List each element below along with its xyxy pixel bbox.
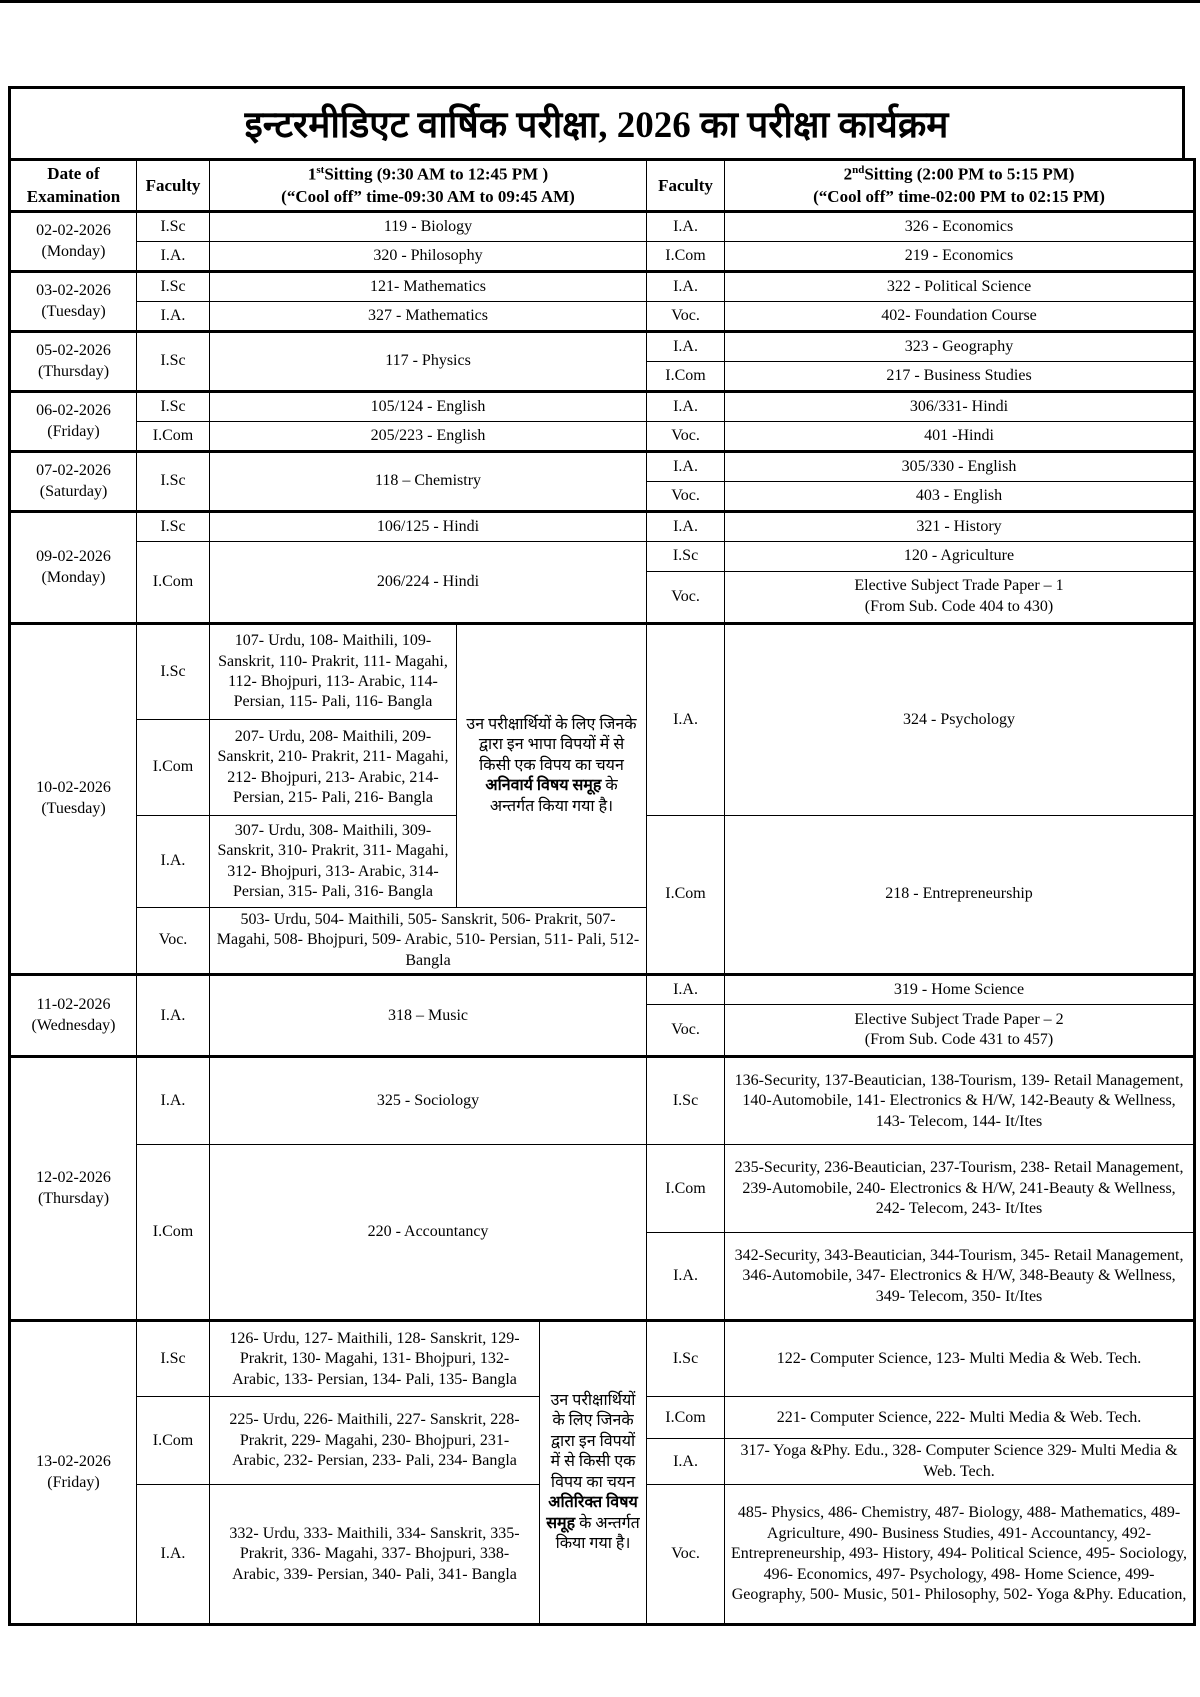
faculty-cell: I.A. bbox=[647, 975, 725, 1005]
subject-cell: 119 - Biology bbox=[210, 212, 647, 242]
table-row bbox=[10, 975, 1195, 1005]
subject-cell: 225- Urdu, 226- Maithili, 227- Sanskrit, 228- Prakrit, 229- Magahi, 230- Bhojpuri, 231- Arabic, 232- Persian, 233- Pali, 234- Bangla bbox=[210, 1397, 540, 1485]
header-row bbox=[10, 160, 1195, 212]
faculty-cell: I.Com bbox=[137, 542, 210, 624]
table-row bbox=[10, 302, 1195, 332]
faculty-cell: Voc. bbox=[647, 572, 725, 624]
table-row bbox=[10, 624, 1195, 720]
subject-cell: 218 - Entrepreneurship bbox=[725, 816, 1195, 975]
subject-cell: 342-Security, 343-Beautician, 344-Tourism, 345- Retail Management, 346-Automobile, 347- Electronics & H/W, 348-Beauty & Wellness, 349- Telecom, 350- It/Ites bbox=[725, 1233, 1195, 1321]
subject-cell: 207- Urdu, 208- Maithili, 209- Sanskrit, 210- Prakrit, 211- Magahi, 212- Bhojpuri, 213- Arabic, 214- Persian, 215- Pali, 216- Bangla bbox=[210, 720, 457, 816]
table-row bbox=[10, 1057, 1195, 1145]
subject-cell: 136-Security, 137-Beautician, 138-Tourism, 139- Retail Management, 140-Automobile, 141- Electronics & H/W, 142-Beauty & Wellness, 143- Telecom, 144- It/Ites bbox=[725, 1057, 1195, 1145]
subject-cell: 321 - History bbox=[725, 512, 1195, 542]
faculty-cell: Voc. bbox=[647, 302, 725, 332]
faculty-cell: I.A. bbox=[647, 392, 725, 422]
subject-cell: Elective Subject Trade Paper – 1 (From Sub. Code 404 to 430) bbox=[725, 572, 1195, 624]
subject-cell: 403 - English bbox=[725, 482, 1195, 512]
faculty-cell: I.A. bbox=[137, 1057, 210, 1145]
date-cell: 03-02-2026 (Tuesday) bbox=[10, 272, 137, 332]
subject-cell: 117 - Physics bbox=[210, 332, 647, 392]
subject-cell: 235-Security, 236-Beautician, 237-Tourism, 238- Retail Management, 239-Automobile, 240- Electronics & H/W, 241-Beauty & Wellness, 242- Telecom, 243- It/Ites bbox=[725, 1145, 1195, 1233]
table-row bbox=[10, 542, 1195, 572]
subject-cell: 126- Urdu, 127- Maithili, 128- Sanskrit, 129- Prakrit, 130- Magahi, 131- Bhojpuri, 132- Arabic, 133- Persian, 134- Pali, 135- Bangla bbox=[210, 1321, 540, 1397]
date-cell: 02-02-2026 (Monday) bbox=[10, 212, 137, 272]
page-title-text: इन्टरमीडिएट वार्षिक परीक्षा, 2026 का परीक्षा कार्यक्रम bbox=[244, 105, 949, 146]
subject-cell: 324 - Psychology bbox=[725, 624, 1195, 816]
note-compulsory-group: उन परीक्षार्थियों के लिए जिनके द्वारा इन भापा विपयों में से किसी एक विपय का चयन अनिवार्य विषय समूह के अन्तर्गत किया गया है। bbox=[457, 624, 647, 908]
faculty-cell: I.A. bbox=[647, 272, 725, 302]
faculty-cell: I.Sc bbox=[137, 272, 210, 302]
header-date: Date of Examination bbox=[10, 160, 137, 212]
subject-cell: 120 - Agriculture bbox=[725, 542, 1195, 572]
faculty-cell: I.A. bbox=[647, 452, 725, 482]
subject-cell: 307- Urdu, 308- Maithili, 309- Sanskrit, 310- Prakrit, 311- Magahi, 312- Bhojpuri, 313- Arabic, 314- Persian, 315- Pali, 316- Bangla bbox=[210, 816, 457, 908]
note-additional-group: उन परीक्षार्थियों के लिए जिनके द्वारा इन विपयों में से किसी एक विपय का चयन अतिरिक्त विषय समूह के अन्तर्गत किया गया है। bbox=[540, 1321, 647, 1625]
date-cell: 13-02-2026 (Friday) bbox=[10, 1321, 137, 1625]
subject-cell: 319 - Home Science bbox=[725, 975, 1195, 1005]
faculty-cell: I.Sc bbox=[647, 1057, 725, 1145]
subject-cell: Elective Subject Trade Paper – 2 (From Sub. Code 431 to 457) bbox=[725, 1005, 1195, 1057]
table-row bbox=[10, 452, 1195, 482]
faculty-cell: I.Com bbox=[137, 1145, 210, 1321]
subject-cell: 401 -Hindi bbox=[725, 422, 1195, 452]
date-cell: 10-02-2026 (Tuesday) bbox=[10, 624, 137, 975]
faculty-cell: I.Com bbox=[137, 1397, 210, 1485]
subject-cell: 332- Urdu, 333- Maithili, 334- Sanskrit, 335- Prakrit, 336- Magahi, 337- Bhojpuri, 338- Arabic, 339- Persian, 340- Pali, 341- Bangla bbox=[210, 1485, 540, 1625]
faculty-cell: I.Com bbox=[647, 242, 725, 272]
faculty-cell: I.A. bbox=[647, 624, 725, 816]
subject-cell: 326 - Economics bbox=[725, 212, 1195, 242]
faculty-cell: I.A. bbox=[647, 1233, 725, 1321]
header-faculty-1: Faculty bbox=[137, 160, 210, 212]
faculty-cell: I.A. bbox=[137, 242, 210, 272]
faculty-cell: I.Sc bbox=[647, 1321, 725, 1397]
faculty-cell: I.Com bbox=[647, 1397, 725, 1439]
date-cell: 12-02-2026 (Thursday) bbox=[10, 1057, 137, 1321]
exam-schedule-table bbox=[8, 158, 1196, 1626]
faculty-cell: I.A. bbox=[137, 302, 210, 332]
faculty-cell: I.Sc bbox=[137, 512, 210, 542]
faculty-cell: I.Sc bbox=[137, 1321, 210, 1397]
subject-cell: 221- Computer Science, 222- Multi Media & Web. Tech. bbox=[725, 1397, 1195, 1439]
subject-cell: 323 - Geography bbox=[725, 332, 1195, 362]
subject-cell: 317- Yoga &Phy. Edu., 328- Computer Science 329- Multi Media & Web. Tech. bbox=[725, 1439, 1195, 1485]
subject-cell: 205/223 - English bbox=[210, 422, 647, 452]
table-row bbox=[10, 1145, 1195, 1233]
faculty-cell: I.A. bbox=[647, 332, 725, 362]
subject-cell: 106/125 - Hindi bbox=[210, 512, 647, 542]
subject-cell: 206/224 - Hindi bbox=[210, 542, 647, 624]
faculty-cell: Voc. bbox=[647, 1485, 725, 1625]
subject-cell: 305/330 - English bbox=[725, 452, 1195, 482]
faculty-cell: I.A. bbox=[647, 512, 725, 542]
table-row bbox=[10, 332, 1195, 362]
faculty-cell: I.A. bbox=[137, 975, 210, 1057]
subject-cell: 122- Computer Science, 123- Multi Media & Web. Tech. bbox=[725, 1321, 1195, 1397]
faculty-cell: I.A. bbox=[647, 212, 725, 242]
faculty-cell: Voc. bbox=[647, 1005, 725, 1057]
date-cell: 09-02-2026 (Monday) bbox=[10, 512, 137, 624]
faculty-cell: I.Sc bbox=[137, 624, 210, 720]
faculty-cell: I.A. bbox=[137, 1485, 210, 1625]
subject-cell: 118 – Chemistry bbox=[210, 452, 647, 512]
table-row bbox=[10, 422, 1195, 452]
header-faculty-2: Faculty bbox=[647, 160, 725, 212]
date-cell: 05-02-2026 (Thursday) bbox=[10, 332, 137, 392]
subject-cell: 327 - Mathematics bbox=[210, 302, 647, 332]
subject-cell: 325 - Sociology bbox=[210, 1057, 647, 1145]
table-row bbox=[10, 212, 1195, 242]
subject-cell: 485- Physics, 486- Chemistry, 487- Biology, 488- Mathematics, 489- Agriculture, 490- Business Studies, 491- Accountancy, 492- Entrepreneurship, 493- History, 494- Political Science, 495- Sociology, 496- Economics, 497- Psychology, 498- Home Science, 499- Geography, 500- Music, 501- Philosophy, 502- Yoga &Phy. Education, bbox=[725, 1485, 1195, 1625]
subject-cell: 220 - Accountancy bbox=[210, 1145, 647, 1321]
faculty-cell: I.Com bbox=[137, 720, 210, 816]
faculty-cell: I.Com bbox=[647, 362, 725, 392]
subject-cell: 217 - Business Studies bbox=[725, 362, 1195, 392]
table-row bbox=[10, 272, 1195, 302]
header-sitting-1: 1stSitting (9:30 AM to 12:45 PM ) (“Cool off” time-09:30 AM to 09:45 AM) bbox=[210, 160, 647, 212]
faculty-cell: I.Sc bbox=[647, 542, 725, 572]
subject-cell: 107- Urdu, 108- Maithili, 109- Sanskrit, 110- Prakrit, 111- Magahi, 112- Bhojpuri, 113- Arabic, 114- Persian, 115- Pali, 116- Bangla bbox=[210, 624, 457, 720]
table-row bbox=[10, 1321, 1195, 1397]
header-sitting-2: 2ndSitting (2:00 PM to 5:15 PM) (“Cool off” time-02:00 PM to 02:15 PM) bbox=[725, 160, 1195, 212]
subject-cell: 306/331- Hindi bbox=[725, 392, 1195, 422]
subject-cell: 318 – Music bbox=[210, 975, 647, 1057]
table-row bbox=[10, 392, 1195, 422]
faculty-cell: I.Sc bbox=[137, 212, 210, 242]
faculty-cell: Voc. bbox=[647, 422, 725, 452]
subject-cell: 322 - Political Science bbox=[725, 272, 1195, 302]
date-cell: 07-02-2026 (Saturday) bbox=[10, 452, 137, 512]
date-cell: 06-02-2026 (Friday) bbox=[10, 392, 137, 452]
subject-cell: 105/124 - English bbox=[210, 392, 647, 422]
faculty-cell: I.Com bbox=[137, 422, 210, 452]
faculty-cell: I.Sc bbox=[137, 332, 210, 392]
subject-cell: 402- Foundation Course bbox=[725, 302, 1195, 332]
faculty-cell: I.Sc bbox=[137, 392, 210, 422]
faculty-cell: I.Com bbox=[647, 1145, 725, 1233]
faculty-cell: I.Com bbox=[647, 816, 725, 975]
page-title bbox=[8, 86, 1185, 161]
subject-cell: 121- Mathematics bbox=[210, 272, 647, 302]
subject-cell: 219 - Economics bbox=[725, 242, 1195, 272]
subject-cell: 320 - Philosophy bbox=[210, 242, 647, 272]
subject-cell: 503- Urdu, 504- Maithili, 505- Sanskrit, 506- Prakrit, 507- Magahi, 508- Bhojpuri, 509- Arabic, 510- Persian, 511- Pali, 512- Bangla bbox=[210, 908, 647, 975]
table-row bbox=[10, 512, 1195, 542]
faculty-cell: Voc. bbox=[647, 482, 725, 512]
faculty-cell: I.A. bbox=[647, 1439, 725, 1485]
faculty-cell: I.A. bbox=[137, 816, 210, 908]
faculty-cell: Voc. bbox=[137, 908, 210, 975]
page-top-rule bbox=[0, 0, 1200, 3]
date-cell: 11-02-2026 (Wednesday) bbox=[10, 975, 137, 1057]
table-row bbox=[10, 242, 1195, 272]
faculty-cell: I.Sc bbox=[137, 452, 210, 512]
